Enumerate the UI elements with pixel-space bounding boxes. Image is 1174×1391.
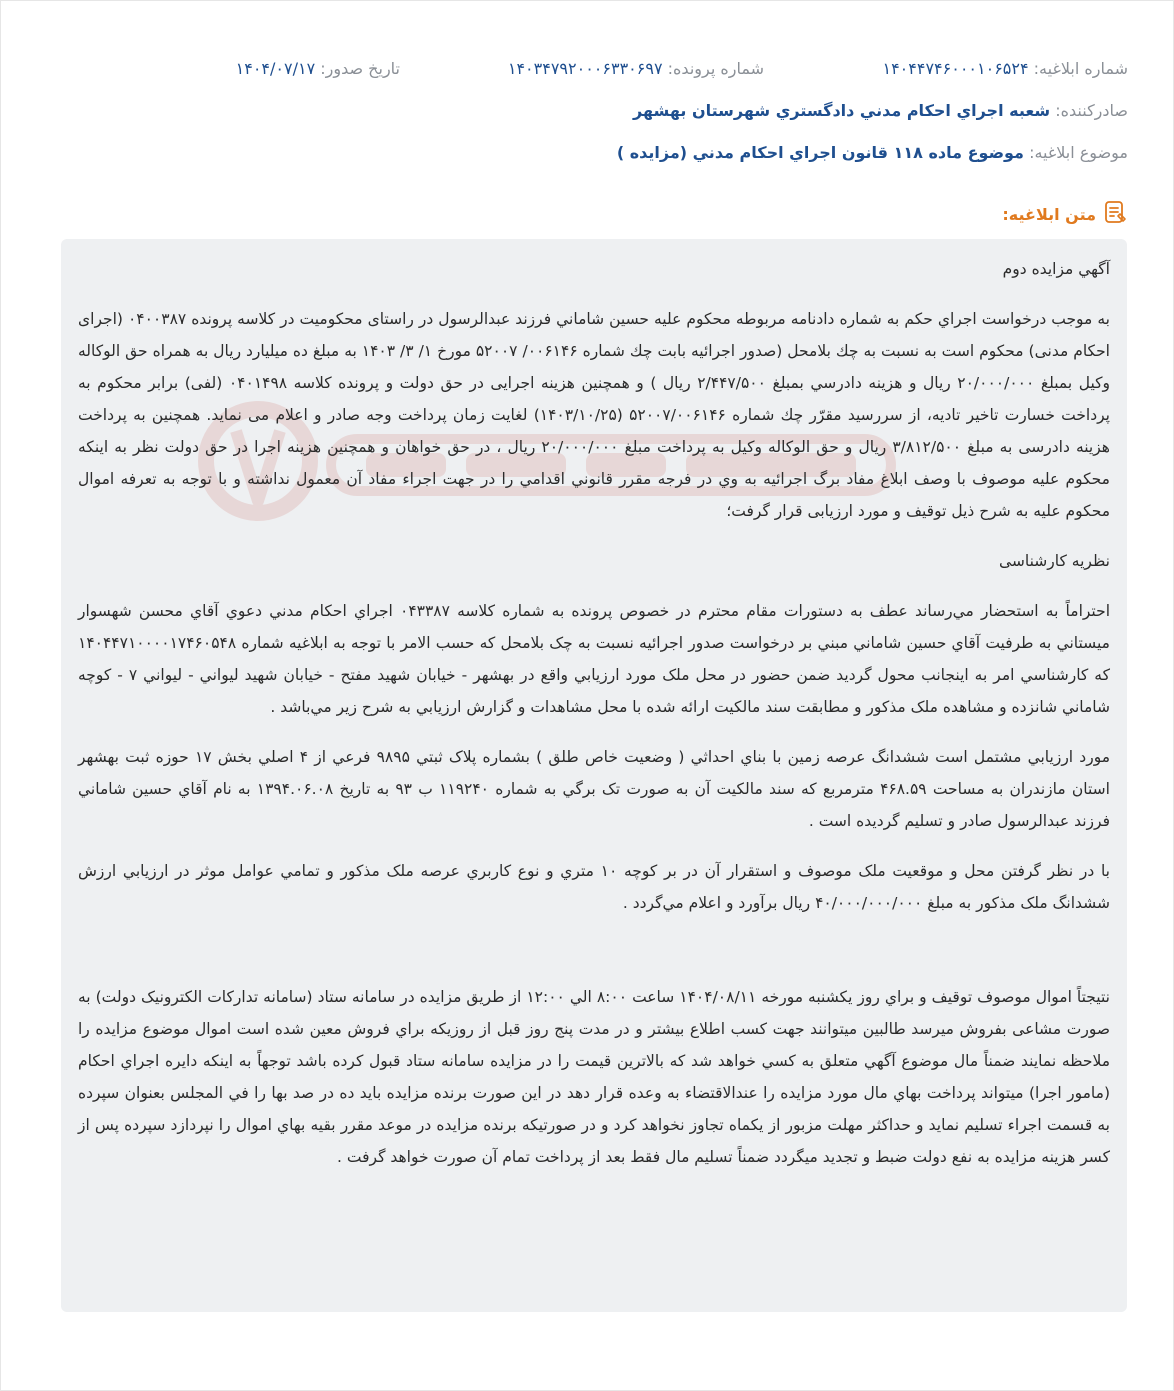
notice-paragraph: مورد ارزيابي مشتمل است ششدانگ عرصه زمين با بناي احداثي ( وضعيت خاص طلق ) بشماره پلاک ثبتي ۹۸۹۵ فرعي از ۴ اصلي بخش ۱۷ حوزه ثبت بهشهر استان مازندران به مساحت ۴۶۸.۵۹ مترمربع که سند مالکيت آن به صورت تک برگي به شماره ۱۱۹۲۴۰ ب ۹۳ به تاريخ ۱۳۹۴.۰۶.۰۸ به نام آقاي حسين شاماني فرزند عبدالرسول صادر و تسليم گرديده است . bbox=[78, 748, 1111, 830]
issue-date-label: تاريخ صدور: bbox=[320, 59, 400, 78]
meta-row-1 bbox=[46, 54, 1128, 84]
document-list-icon bbox=[1102, 199, 1128, 229]
notice-paragraph: به موجب درخواست اجراي حکم به شماره دادنامه مربوطه محکوم عليه حسين شاماني فرزند عبدالرسول در راستای محکوميت در کلاسه پرونده ۰۴۰۰۳۸۷ (اجرای احکام مدنی) محکوم است به نسبت به چك بلامحل (صدور اجرائیه بابت چك شماره ۰۰۶۱۴۶/ ۵۲۰۰۷ مورخ ۱/ ۳/ ۱۴۰۳ به مبلغ ده میلیارد ریال به همراه حق الوکاله وکیل بمبلغ ۲۰/۰۰۰/۰۰۰ ریال و هزینه دادرسي بمبلغ ۲/۴۴۷/۵۰۰ ریال ) و همچنین هزینه اجرایی در حق دولت و پرونده کلاسه ۰۴۰۱۴۹۸ (لفی) برابر محکوم به پرداخت خسارت تاخیر تادیه، از سررسید مقرّر چك شماره ۵۲۰۰۷/۰۰۶۱۴۶ (۱۴۰۳/۱۰/۲۵) لغایت زمان پرداخت وجه صادر و اعلام می نماید. همچنین به پرداخت هزینه دادرسی به مبلغ ۳/۸۱۲/۵۰۰ ریال و حق الوکاله وکیل به پرداخت مبلغ ۲۰/۰۰۰/۰۰۰ ریال ، در حق خواهان و همچنين هزينه اجرا در حق دولت نظر به اينکه محکوم عليه موصوف با وصف ابلاغ مفاد برگ اجرائيه به وي در فرجه مقرر قانوني اقدامي را در جهت اجراء مفاد آن معمول نداشته و با توجه به تعرفه اموال محکوم عليه به شرح ذيل توقيف و مورد ارزيابی قرار گرفت؛ bbox=[78, 310, 1111, 520]
subject-value: موضوع ماده ۱۱۸ قانون اجراي احکام مدني (مزايده ) bbox=[616, 143, 1024, 162]
issuer-value: شعبه اجراي احکام مدني دادگستري شهرستان بهشهر bbox=[633, 101, 1051, 120]
notice-heading: آگهي مزايده دوم bbox=[1002, 260, 1110, 278]
section-title-text: متن ابلاغيه: bbox=[1002, 204, 1096, 224]
issuer-label: صادرکننده: bbox=[1055, 101, 1128, 120]
notice-number bbox=[882, 54, 1128, 84]
notice-body-box bbox=[61, 239, 1127, 1312]
notice-number-value: ۱۴۰۴۴۷۴۶۰۰۰۱۰۶۵۲۴ bbox=[882, 59, 1029, 78]
subject-label: موضوع ابلاغيه: bbox=[1029, 143, 1128, 162]
notice-text bbox=[78, 253, 1110, 1191]
issue-date bbox=[236, 54, 400, 84]
issue-date-value: ۱۴۰۴/۰۷/۱۷ bbox=[235, 59, 316, 78]
notice-paragraph: نتيجتاً اموال موصوف توقيف و براي روز يکشنبه مورخه ۱۴۰۴/۰۸/۱۱ ساعت ۸:۰۰ الي ۱۲:۰۰ از طريق مزايده در سامانه ستاد (سامانه تدارکات الکترونيک دولت) به صورت مشاعی بفروش ميرسد طالبين ميتوانند جهت کسب اطلاع بيشتر و در مدت پنج روز قبل از روزيکه براي فروش معين شده است اموال موضوع مزايده را ملاحظه نمايند ضمناً مال موضوع آگهي متعلق به کسي خواهد شد که بالاترين قيمت را در مزايده سامانه ستاد قبول کرده باشد توجهاً به اينکه دايره اجراي احکام (مامور اجرا) ميتواند پرداخت بهاي مال مورد مزايده را عندالاقتضاء به وعده قرار دهد در اين صورت برنده مزايده بايد ده در صد بها را في المجلس بعنوان سپرده به قسمت اجراء تسليم نمايد و حداکثر مهلت مزبور از يکماه تجاوز نخواهد کرد و در صورتيکه برنده مزايده در موعد مقرر بقيه بهاي اموال را نپردازد سپرده پس از کسر هزينه مزايده به نفع دولت ضبط و تجديد ميگردد ضمناً تسليم مال فقط بعد از پرداخت تمام آن صورت خواهد گرفت . bbox=[78, 988, 1110, 1166]
case-number-label: شماره پرونده: bbox=[667, 59, 764, 78]
notice-paragraph: احتراماً به استحضار مي‌رساند عطف به دستورات مقام محترم در خصوص پرونده به شماره کلاسه ۰۴۳۳۸۷ اجراي احکام مدني دعوي آقاي محسن شهسوار ميستاني به طرفيت آقاي حسين شاماني مبني بر درخواست صدور اجرائيه نسبت به چک بلامحل که حسب الامر با توجه به ابلاغيه شماره ۱۴۰۴۴۷۱۰۰۰۰۱۷۴۶۰۵۴۸ که کارشناسي امر به اينجانب محول گرديد ضمن حضور در محل ملک مورد ارزيابي واقع در بهشهر - خيابان شهيد مفتح - خيابان شهيد ليواني - ليواني ۷ - کوچه شاماني شانزده و مشاهده ملک مذکور و مطابقت سند مالکيت ارائه شده با محل مشاهدات و گزارش ارزيابي به شرح زير مي‌باشد . bbox=[78, 602, 1110, 716]
section-title bbox=[1002, 199, 1128, 229]
notice-subheading: نظريه کارشناسی bbox=[998, 552, 1110, 570]
notice-paragraph: با در نظر گرفتن محل و موقعيت ملک موصوف و استقرار آن در بر کوچه ۱۰ متري و نوع کاربري عرصه ملک مذکور و تمامي عوامل موثر در ارزيابي ارزش ششدانگ ملک مذکور به مبلغ ۴۰/۰۰۰/۰۰۰/۰۰۰ ريال برآورد و اعلام مي‌گردد . bbox=[78, 862, 1110, 912]
subject-row bbox=[46, 138, 1128, 168]
case-number-value: ۱۴۰۳۴۷۹۲۰۰۰۶۳۳۰۶۹۷ bbox=[507, 59, 663, 78]
notice-number-label: شماره ابلاغيه: bbox=[1033, 59, 1128, 78]
issuer-row bbox=[46, 96, 1128, 126]
case-number bbox=[508, 54, 764, 84]
